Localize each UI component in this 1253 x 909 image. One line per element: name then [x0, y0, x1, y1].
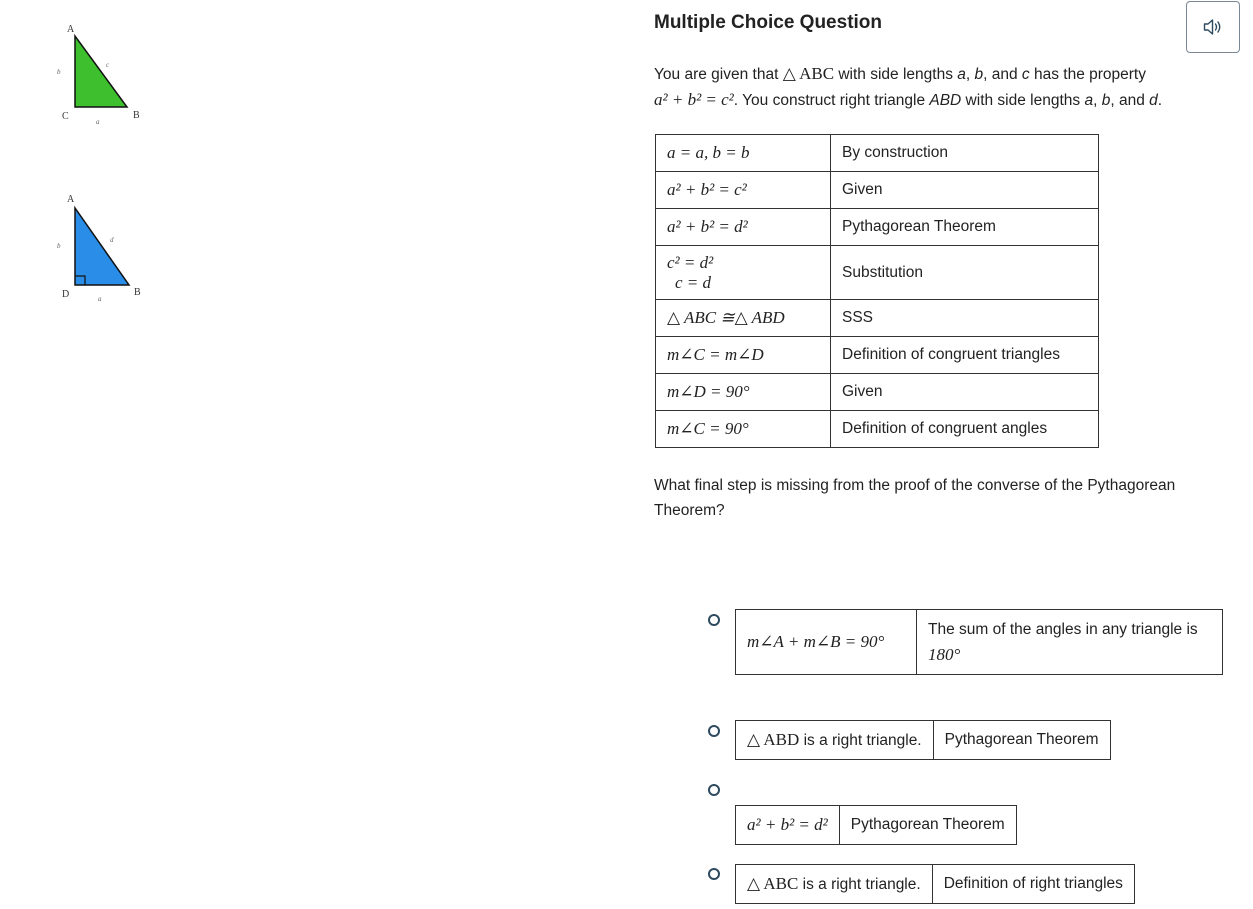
vertex-a-label: A — [67, 24, 75, 35]
proof-statement: a² + b² = c² — [667, 180, 747, 199]
proof-row — [656, 337, 1099, 374]
option-2-table[interactable] — [735, 720, 1111, 760]
speaker-icon — [1203, 18, 1223, 36]
vertex-d-label: D — [62, 289, 70, 300]
proof-statement: a² + b² = d² — [667, 217, 748, 236]
option-4-table[interactable] — [735, 864, 1135, 904]
triangle-abc-figure — [52, 18, 152, 133]
option-2-radio[interactable] — [708, 725, 720, 737]
side-a-label: a — [96, 118, 100, 126]
proof-reason: Definition of congruent angles — [831, 411, 1099, 448]
proof-row — [656, 374, 1099, 411]
proof-reason: Given — [831, 374, 1099, 411]
triangle-abd-figure — [52, 186, 152, 311]
proof-statement: c = d — [675, 272, 712, 292]
side-b-label: b — [57, 242, 61, 250]
proof-statement: △ ABC ≅△ ABD — [667, 308, 785, 327]
option-3-table[interactable] — [735, 805, 1017, 845]
option-statement: △ ABD is a right triangle. — [736, 721, 934, 760]
proof-reason: Given — [831, 172, 1099, 209]
proof-reason: Substitution — [831, 246, 1099, 300]
triangle-abd-shape — [75, 208, 129, 285]
side-b-label: b — [57, 68, 61, 76]
proof-table — [655, 134, 1099, 448]
vertex-c-label: C — [62, 111, 69, 122]
option-3-radio[interactable] — [708, 784, 720, 796]
option-statement: a² + b² = d² — [747, 815, 828, 834]
proof-statement: c² = d² — [667, 252, 714, 272]
side-d-label: d — [110, 236, 114, 244]
proof-row — [656, 246, 1099, 300]
proof-reason: Pythagorean Theorem — [831, 209, 1099, 246]
pythagorean-equation: a² + b² = c² — [654, 90, 734, 109]
proof-reason: Definition of congruent triangles — [831, 337, 1099, 374]
option-reason: Pythagorean Theorem — [839, 806, 1016, 845]
option-reason: Definition of right triangles — [932, 865, 1134, 904]
audio-button[interactable] — [1186, 1, 1240, 53]
proof-statement: m∠D = 90° — [667, 382, 750, 401]
proof-row — [656, 411, 1099, 448]
question-intro: You are given that △ ABC with side lengths a, b, and c has the property a² + b² = c². You construct right triangle ABD with side lengths a, b, and d. — [654, 64, 1163, 109]
proof-statement: m∠C = 90° — [667, 419, 749, 438]
side-a-label: a — [98, 295, 102, 303]
triangle-abc-symbol: △ ABC — [782, 64, 835, 83]
side-c-label: c — [106, 61, 110, 69]
vertex-a-label: A — [67, 194, 75, 205]
option-reason: Pythagorean Theorem — [933, 721, 1110, 760]
option-1-table[interactable] — [735, 609, 1223, 675]
triangle-abc-shape — [75, 36, 127, 107]
proof-statement: m∠C = m∠D — [667, 345, 764, 364]
proof-reason: By construction — [831, 135, 1099, 172]
proof-row — [656, 135, 1099, 172]
question-prompt: What final step is missing from the proof of the converse of the Pythagorean Theorem? — [654, 477, 1176, 519]
option-4-radio[interactable] — [708, 868, 720, 880]
proof-row — [656, 209, 1099, 246]
option-statement: m∠A + m∠B = 90° — [747, 632, 885, 651]
proof-reason: SSS — [831, 300, 1099, 337]
proof-row — [656, 172, 1099, 209]
proof-statement: a = a, b = b — [667, 143, 750, 162]
question-title: Multiple Choice Question — [654, 12, 883, 33]
option-1-radio[interactable] — [708, 614, 720, 626]
option-statement: △ ABC is a right triangle. — [736, 865, 933, 904]
vertex-b-label: B — [134, 287, 141, 298]
vertex-b-label: B — [133, 110, 140, 121]
proof-row — [656, 300, 1099, 337]
option-reason: The sum of the angles in any triangle is 180° — [917, 610, 1223, 675]
